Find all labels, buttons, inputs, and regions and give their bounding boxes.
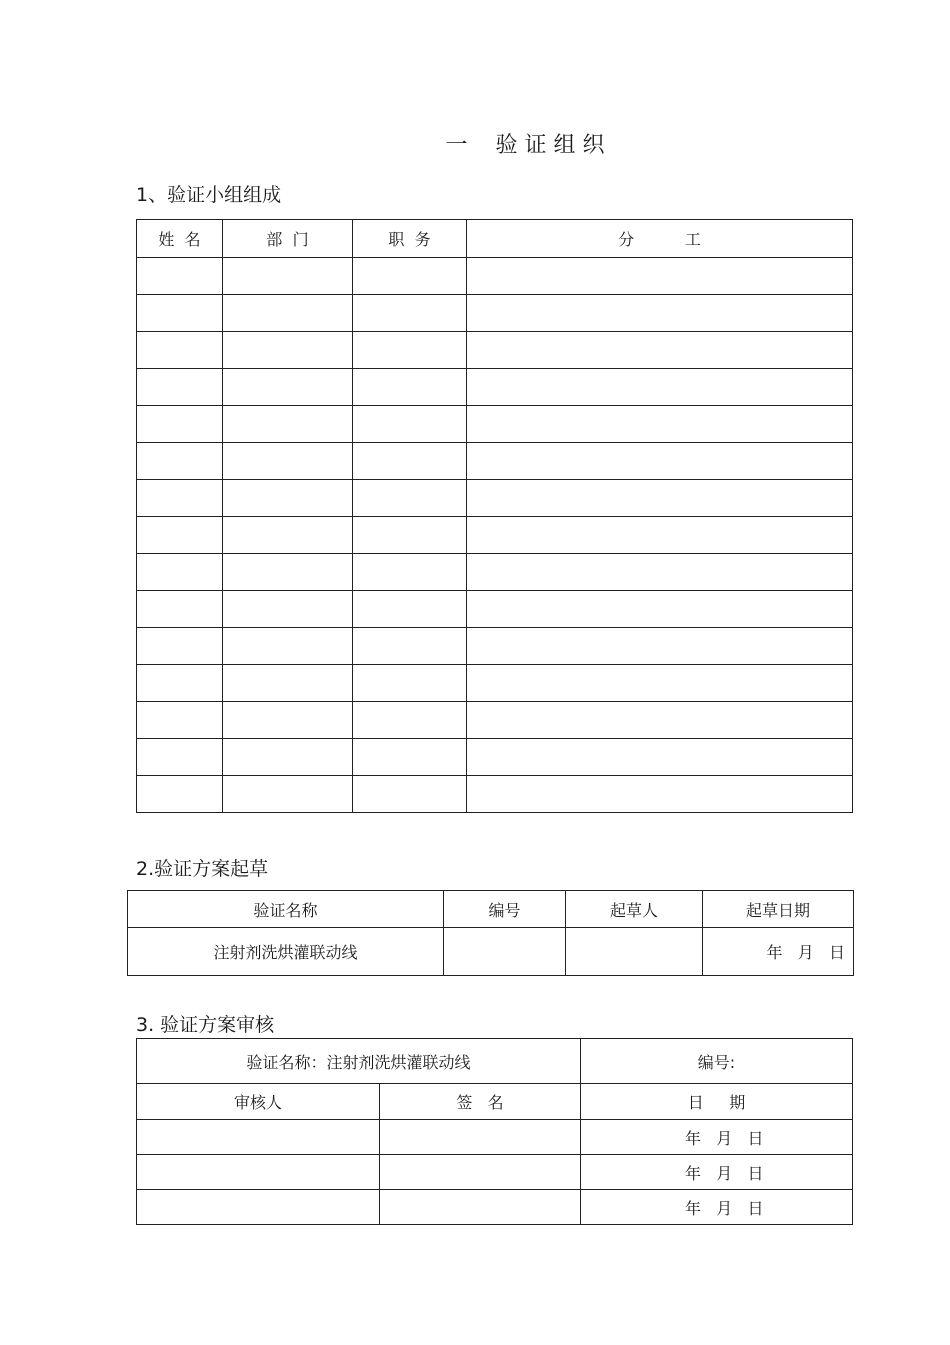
responsibility-cell[interactable] xyxy=(467,258,853,295)
page-title: 一 验 证 组 织 xyxy=(445,133,605,158)
number-cell xyxy=(444,928,566,976)
position-cell[interactable] xyxy=(353,702,467,739)
table-row xyxy=(137,332,853,369)
department-cell[interactable] xyxy=(223,739,353,776)
name-cell[interactable] xyxy=(137,628,223,665)
responsibility-cell[interactable] xyxy=(467,517,853,554)
table-row xyxy=(137,480,853,517)
reviewer-cell[interactable] xyxy=(137,1120,380,1155)
position-cell[interactable] xyxy=(353,517,467,554)
table-row xyxy=(137,554,853,591)
review-number-cell: 编号: xyxy=(581,1039,853,1084)
section-heading-draft: 2.验证方案起草 xyxy=(136,858,269,880)
review-date-cell: 年 月 日 xyxy=(581,1155,853,1190)
review-table xyxy=(136,1038,853,1225)
drafter-cell xyxy=(566,928,703,976)
name-cell[interactable] xyxy=(137,258,223,295)
table-row xyxy=(137,628,853,665)
column-header-department: 部 门 xyxy=(223,220,353,258)
reviewer-cell[interactable] xyxy=(137,1190,380,1225)
position-cell[interactable] xyxy=(353,665,467,702)
name-cell[interactable] xyxy=(137,591,223,628)
table-row xyxy=(137,702,853,739)
column-header-name: 姓 名 xyxy=(137,220,223,258)
column-header-draft-date: 起草日期 xyxy=(703,891,854,928)
department-cell[interactable] xyxy=(223,702,353,739)
name-cell[interactable] xyxy=(137,739,223,776)
department-cell[interactable] xyxy=(223,406,353,443)
table-row xyxy=(137,776,853,813)
responsibility-cell[interactable] xyxy=(467,739,853,776)
table-row xyxy=(137,258,853,295)
department-cell[interactable] xyxy=(223,665,353,702)
department-cell[interactable] xyxy=(223,591,353,628)
department-cell[interactable] xyxy=(223,628,353,665)
signature-cell[interactable] xyxy=(380,1190,581,1225)
position-cell[interactable] xyxy=(353,739,467,776)
name-cell[interactable] xyxy=(137,554,223,591)
position-cell[interactable] xyxy=(353,443,467,480)
name-cell[interactable] xyxy=(137,776,223,813)
table-row xyxy=(137,1120,853,1155)
position-cell[interactable] xyxy=(353,406,467,443)
review-date-cell: 年 月 日 xyxy=(581,1190,853,1225)
signature-cell[interactable] xyxy=(380,1120,581,1155)
position-cell[interactable] xyxy=(353,628,467,665)
review-title-row xyxy=(137,1039,853,1084)
table-header-row xyxy=(137,1084,853,1120)
signature-cell[interactable] xyxy=(380,1155,581,1190)
department-cell[interactable] xyxy=(223,554,353,591)
review-validation-name-cell: 验证名称：注射剂洗烘灌联动线 xyxy=(137,1039,581,1084)
responsibility-cell[interactable] xyxy=(467,702,853,739)
table-header-row xyxy=(137,220,853,258)
position-cell[interactable] xyxy=(353,554,467,591)
team-table xyxy=(136,219,853,813)
responsibility-cell[interactable] xyxy=(467,295,853,332)
column-header-number: 编号 xyxy=(444,891,566,928)
department-cell[interactable] xyxy=(223,295,353,332)
table-row xyxy=(137,517,853,554)
validation-name-cell: 注射剂洗烘灌联动线 xyxy=(128,928,444,976)
position-cell[interactable] xyxy=(353,295,467,332)
responsibility-cell[interactable] xyxy=(467,628,853,665)
table-row xyxy=(137,665,853,702)
name-cell[interactable] xyxy=(137,665,223,702)
column-header-position: 职 务 xyxy=(353,220,467,258)
responsibility-cell[interactable] xyxy=(467,665,853,702)
table-row xyxy=(137,1190,853,1225)
review-date-cell: 年 月 日 xyxy=(581,1120,853,1155)
position-cell[interactable] xyxy=(353,480,467,517)
department-cell[interactable] xyxy=(223,443,353,480)
responsibility-cell[interactable] xyxy=(467,554,853,591)
position-cell[interactable] xyxy=(353,332,467,369)
name-cell[interactable] xyxy=(137,480,223,517)
table-row xyxy=(137,443,853,480)
responsibility-cell[interactable] xyxy=(467,443,853,480)
table-row xyxy=(137,369,853,406)
table-row xyxy=(137,406,853,443)
table-row xyxy=(137,295,853,332)
column-header-drafter: 起草人 xyxy=(566,891,703,928)
position-cell[interactable] xyxy=(353,776,467,813)
responsibility-cell[interactable] xyxy=(467,332,853,369)
responsibility-cell[interactable] xyxy=(467,480,853,517)
name-cell[interactable] xyxy=(137,332,223,369)
responsibility-cell[interactable] xyxy=(467,369,853,406)
department-cell[interactable] xyxy=(223,776,353,813)
column-header-signature: 签 名 xyxy=(380,1084,581,1120)
position-cell[interactable] xyxy=(353,369,467,406)
department-cell[interactable] xyxy=(223,369,353,406)
position-cell[interactable] xyxy=(353,591,467,628)
department-cell[interactable] xyxy=(223,517,353,554)
department-cell[interactable] xyxy=(223,480,353,517)
name-cell[interactable] xyxy=(137,443,223,480)
responsibility-cell[interactable] xyxy=(467,591,853,628)
department-cell[interactable] xyxy=(223,332,353,369)
column-header-responsibility: 分 工 xyxy=(467,220,853,258)
responsibility-cell[interactable] xyxy=(467,406,853,443)
name-cell[interactable] xyxy=(137,295,223,332)
table-row xyxy=(128,928,854,976)
name-cell[interactable] xyxy=(137,702,223,739)
section-heading-review: 3. 验证方案审核 xyxy=(136,1014,275,1036)
section-heading-team: 1、验证小组组成 xyxy=(136,184,282,206)
draft-table xyxy=(127,890,854,976)
column-header-validation-name: 验证名称 xyxy=(128,891,444,928)
responsibility-cell[interactable] xyxy=(467,776,853,813)
table-row xyxy=(137,1155,853,1190)
name-cell[interactable] xyxy=(137,517,223,554)
department-cell[interactable] xyxy=(223,258,353,295)
table-row xyxy=(137,739,853,776)
reviewer-cell[interactable] xyxy=(137,1155,380,1190)
column-header-reviewer: 审核人 xyxy=(137,1084,380,1120)
table-header-row xyxy=(128,891,854,928)
name-cell[interactable] xyxy=(137,369,223,406)
table-row xyxy=(137,591,853,628)
name-cell[interactable] xyxy=(137,406,223,443)
draft-date-cell: 年 月 日 xyxy=(703,928,854,976)
column-header-date: 日 期 xyxy=(581,1084,853,1120)
position-cell[interactable] xyxy=(353,258,467,295)
